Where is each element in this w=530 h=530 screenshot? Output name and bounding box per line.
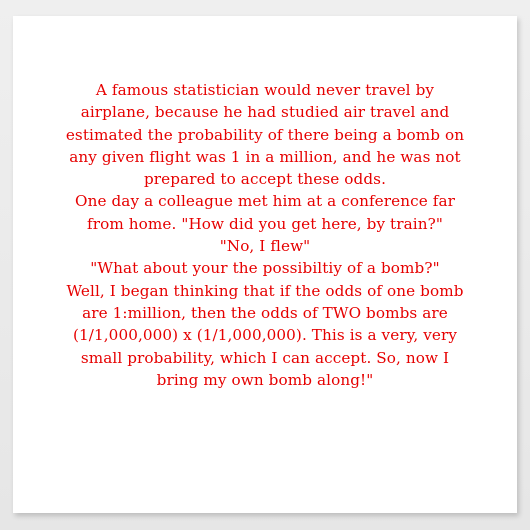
poster-text-line: prepared to accept these odds. — [143, 170, 387, 189]
poster-text-line: A famous statistician would never travel by — [95, 81, 435, 99]
poster-joke-text — [13, 79, 517, 391]
poster-text-line: airplane, because he had studied air travel and — [80, 103, 450, 122]
poster-text-line: Well, I began thinking that if the odds of one bomb — [66, 281, 464, 300]
poster-text-line: any given flight was 1 in a million, and he was not — [69, 147, 461, 166]
poster-text-line: small probability, which I can accept. So, now I — [80, 348, 450, 367]
poster-text-line: "What about your the possibiltiy of a bomb?" — [90, 259, 440, 278]
poster-text-line: from home. "How did you get here, by train?" — [87, 214, 443, 233]
poster-text-line: bring my own bomb along!" — [156, 370, 374, 389]
poster-text-line: estimated the probability of there being a bomb on — [65, 125, 465, 144]
poster — [13, 16, 517, 513]
poster-text-line: are 1:million, then the odds of TWO bombs are — [82, 303, 448, 322]
poster-text-line: One day a colleague met him at a conference far — [75, 192, 455, 211]
poster-text-line: (1/1,000,000) x (1/1,000,000). This is a very, very — [72, 326, 458, 345]
poster-text-line: "No, I flew" — [219, 237, 311, 256]
